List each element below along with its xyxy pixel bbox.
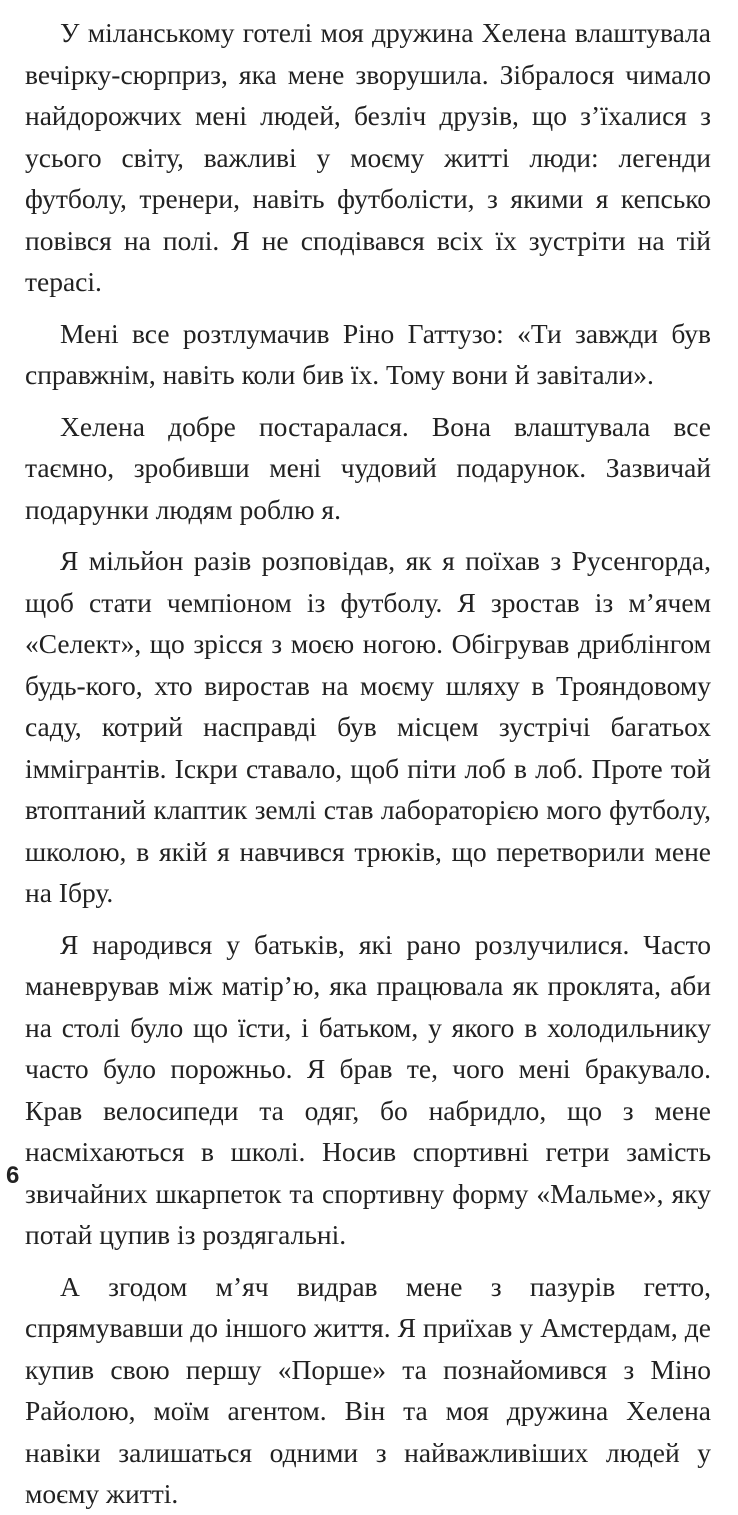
paragraph-2: Мені все розтлумачив Ріно Гаттузо: «Ти завжди був справжнім, навіть коли бив їх. Тому вони й завітали». (25, 317, 711, 390)
paragraph-5: Я народився у батьків, які рано розлучилися. Часто маневрував між матір’ю, яка працювала як проклята, аби на столі було що їсти, і батьком, у якого в холодильнику часто було порожньо. Я брав те, чого мені бракувало. Крав велосипеди та одяг, бо набридло, що з мене насміхаються в школі. Носив спортивні гетри замість звичайних шкарпеток та спортивну форму «Мальме», яку потай цупив із роздягальні. (25, 928, 711, 1250)
page-text (25, 12, 711, 1515)
paragraph-6: А згодом м’яч видрав мене з пазурів гетто, спрямувавши до іншого життя. Я приїхав у Амстердам, де купив свою першу «Порше» та познайомився з Міно Райолою, моїм агентом. Він та моя дружина Хелена навіки залишаться одними з найважливіших людей у моєму житті. (25, 1270, 711, 1509)
paragraph-4: Я мільйон разів розповідав, як я поїхав з Русенгорда, щоб стати чемпіоном із футболу. Я зростав із м’ячем «Селект», що зрісся з моєю ногою. Обігрував дриблінгом будь-кого, хто виростав на моєму шляху в Трояндовому саду, котрий насправді був місцем зустрічі багатьох іммігрантів. Іскри ставало, щоб піти лоб в лоб. Проте той втоптаний клаптик землі став лабораторією мого футболу, школою, в якій я навчився трюків, що перетворили мене на Ібру. (25, 545, 711, 908)
page-number: 6 (6, 1162, 20, 1189)
paragraph-3: Хелена добре постаралася. Вона влаштувала все таємно, зробивши мені чудовий подарунок. Зазвичай подарунки людям роблю я. (25, 410, 711, 525)
paragraph-1: У міланському готелі моя дружина Хелена влаштувала вечірку-сюрприз, яка мене зворушила. Зібралося чимало найдорожчих мені людей, безліч друзів, що з’їхалися з усього світу, важливі у моєму житті люди: легенди футболу, тренери, навіть футболісти, з якими я кепсько повівся на полі. Я не сподівався всіх їх зустріти на тій терасі. (25, 17, 711, 297)
